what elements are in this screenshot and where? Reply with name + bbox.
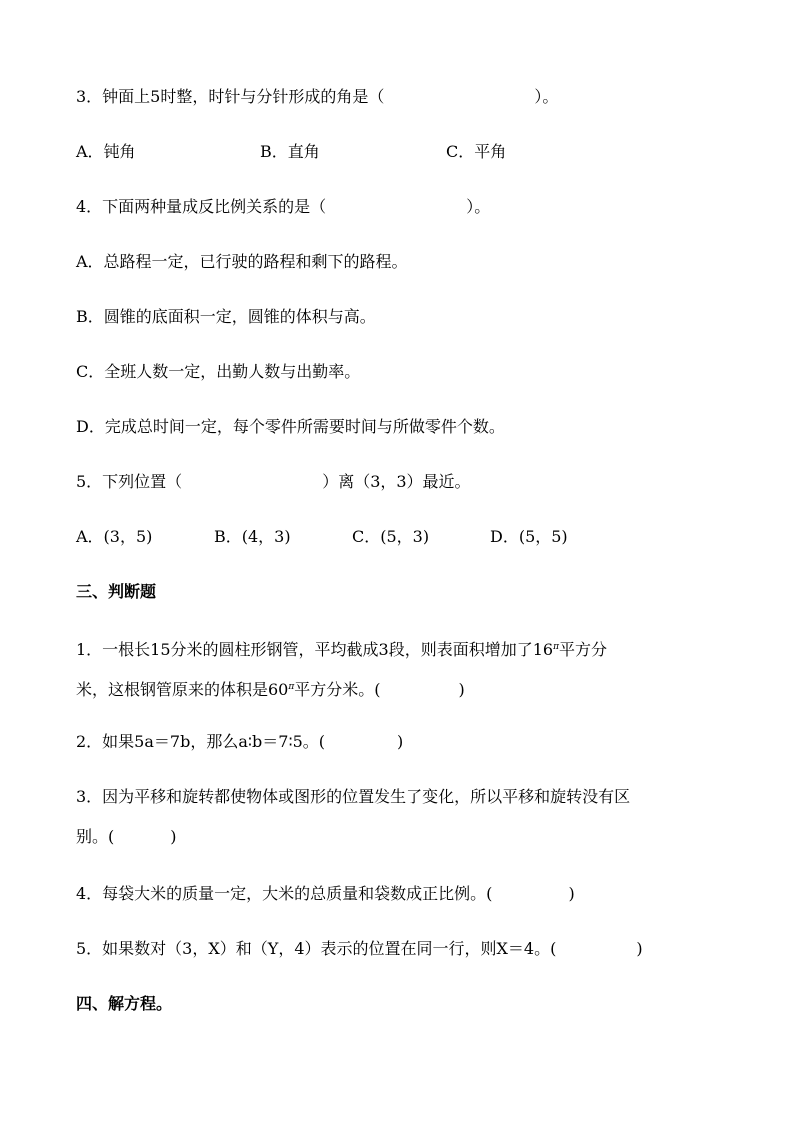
judge-item-1-close: ) [458,680,465,699]
q3-stem [76,87,724,107]
q4-stem [76,197,724,217]
judge-item-2-text: 2．如果5a＝7b，那么a∶b＝7∶5。( [76,732,326,751]
judge-item-2 [76,732,724,752]
judge-item-3-text: 别。( [76,827,115,846]
q5-option-b: B．(4，3) [214,527,291,546]
pi-symbol: π [553,642,560,652]
q5-stem [76,472,724,492]
judge-item-5-text: 5．如果数对（3，X）和（Y，4）表示的位置在同一行，则X＝4。( [76,939,557,958]
judge-item-4 [76,884,724,904]
pi-symbol: π [288,682,295,692]
judge-item-4-text: 4．每袋大米的质量一定，大米的总质量和袋数成正比例。( [76,884,493,903]
q5-stem-text: 5．下列位置（ [76,472,183,491]
section-4-heading: 四、解方程。 [76,994,173,1013]
judge-item-1-text-a: 1．一根长15分米的圆柱形钢管，平均截成3段，则表面积增加了16 [76,640,554,659]
q4-stem-text: 4．下面两种量成反比例关系的是（ [76,197,327,216]
q3-stem-text: 3．钟面上5时整，时针与分针形成的角是（ [76,87,385,106]
q4-stem-end: ）。 [466,197,491,216]
section-3-heading: 三、判断题 [76,582,157,601]
judge-item-1-line-2 [76,677,724,700]
judge-item-1-text-c: 米，这根钢管原来的体积是60 [76,680,289,699]
q5-option-c: C．(5，3) [352,527,430,546]
q4-option-a: A．总路程一定，已行驶的路程和剩下的路程。 [76,252,408,271]
q3-options [76,142,724,162]
q5-stem-end: ）离（3，3）最近。 [322,472,471,491]
judge-item-1-line-1 [76,637,724,660]
judge-item-5 [76,939,724,959]
q3-option-b: B．直角 [260,142,320,161]
q4-option-b: B．圆锥的底面积一定，圆锥的体积与高。 [76,307,376,326]
q5-option-a: A．(3，5) [76,527,153,546]
judge-item-1-text-d: 平方分米。( [294,680,381,699]
q5-option-d: D．(5，5) [490,527,568,546]
judge-item-5-close: ) [636,939,643,958]
q3-stem-end: ）。 [534,87,559,106]
judge-item-3-line-1: 3．因为平移和旋转都使物体或图形的位置发生了变化，所以平移和旋转没有区 [76,787,631,806]
judge-item-4-close: ) [568,884,575,903]
q3-option-a: A．钝角 [76,142,136,161]
q4-option-d: D．完成总时间一定，每个零件所需要时间与所做零件个数。 [76,417,505,436]
q4-option-c: C．全班人数一定，出勤人数与出勤率。 [76,362,361,381]
judge-item-1-text-b: 平方分 [559,640,608,659]
q3-option-c: C．平角 [446,142,507,161]
q5-options [76,527,724,547]
judge-item-3-close: ) [170,827,177,846]
judge-item-3-line-2 [76,827,724,847]
judge-item-2-close: ) [397,732,404,751]
